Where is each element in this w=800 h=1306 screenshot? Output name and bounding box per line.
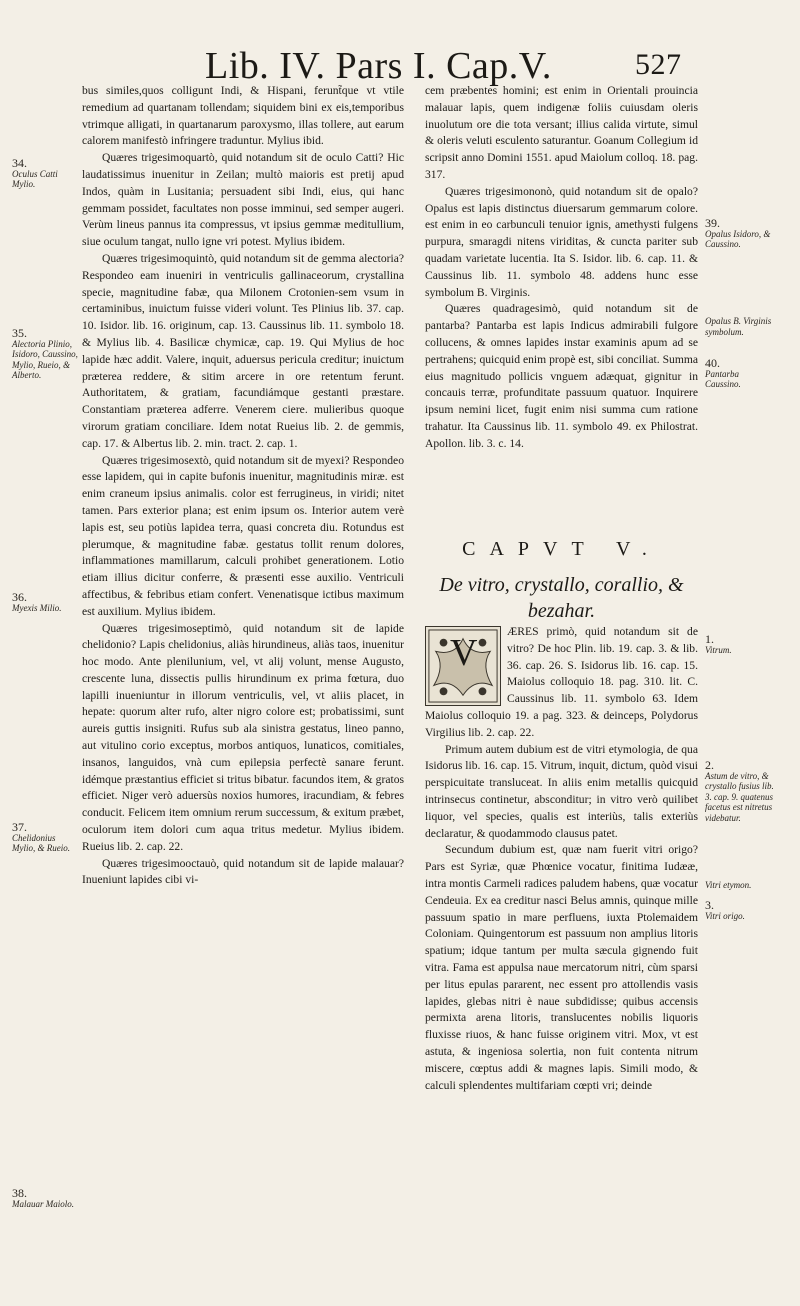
margin-note-number: 40.: [705, 356, 720, 370]
margin-note: [705, 634, 775, 655]
margin-note-text: Opalus B. Virginis symbolum.: [705, 316, 772, 337]
margin-note-text: Vitri etymon.: [705, 880, 752, 890]
left-paragraph: Quæres trigesimoquintò, quid notandum sit de gemma alectoria? Respondeo eam inueniri in ventriculis gallinaceorum, crystallina specie, magnitudine fabæ, qua Milonem Crotonien-sem vsum in certaminibus, inuictum fuisse videri volunt. Tes Plinius lib. 37. cap. 10. Isidor. lib. 16. originum, cap. 13. Caussinus lib. 11. symbolo 18. & Mylius lib. 4. Basilicæ chymicæ, cap. 19. Qui Mylius de hoc lapide hæc addit. Valere, inquit, aduersus pericula creditur; inuictum præterea reddere, & sitim arcere in ore retentum ferunt. Authoritatem, & gratiam, facundiámque gestanti præstare. Constantiam præterea adferre. Venerem ciere. mulieribus quoque virorum gratiam conciliare. Idem notat Rueius lib. 2. de gemmis, cap. 17. & Albertus lib. 2. min. tract. 2. cap. 1.: [82, 251, 404, 450]
margin-note-number: 3.: [705, 898, 714, 912]
margin-note: [12, 328, 78, 381]
page-number: 527: [635, 48, 682, 81]
chapter-label: CAPVT V.: [462, 538, 661, 560]
right-paragraph: Quæres quadragesimò, quid notandum sit de pantarba? Pantarba est lapis Indicus admirabili fulgore collucens, & omnes lapides instar examinis apum ad se pertrahens; quicquid enim propè est, sibi conciliat. Summa eius magnitudo pollicis vnguem adæquat, gignitur in concauis terræ, profunditate passuum quatuor. Inquirere ipsum nemini licet, fugit enim nisi summa cum ratione trahatur. Ita Caussinus lib. 11. symbolo 49. ex Philostrat. Apollon. lib. 3. c. 14.: [425, 302, 698, 450]
running-head: [205, 44, 765, 88]
margin-note-number: 35.: [12, 326, 27, 340]
margin-note-text: Opalus Isidoro, & Caussino.: [705, 228, 771, 249]
margin-note-text: Oculus Catti Mylio.: [12, 168, 58, 189]
margin-note: [12, 822, 78, 854]
right-paragraph: Quæres trigesimononò, quid notandum sit de opalo? Opalus est lapis distinctus diuersarum gemmarum colore. est enim in eo carbunculi tenuior ignis, amethysti fulgens purpura, smaragdi nitens viriditas, & cunctа pariter sub quadam varietate lucentia. Ita S. Isidor. lib. 6. cap. 11. & Caussinus lib. 11. symbolo 48. addens hunc esse symbolum B. Virginis.: [425, 184, 698, 299]
margin-note-text: Alectoria Plinio, Isidoro, Caussino, Mylio, Rueio, & Alberto.: [12, 338, 78, 380]
decorated-initial: [425, 626, 501, 706]
margin-note-number: 38.: [12, 1186, 27, 1200]
chapter-subtitle: De vitro, crystallo, corallio, & bezahar.: [439, 574, 684, 622]
left-paragraph: Quæres trigesimosextò, quid notandum sit de myexi? Respondeo esse lapidem, qui in capite bufonis inuenitur, magnitudinis miræ. est enim craneum ipsius animalis. color est ferrugineus, in viridi; nitet tamen. Pars exterior plana; est enim ipsum os. Interior autem verè lapis est, seu potiùs lapidea terra, quasi concreta diu. Rotundus est plerumque, & magnitudine fabæ. gestatus tollit renum dolores, inflammationes mamillarum, calculi prohibet generationem. Lotio etiam illius dicitur conferre, & præsenti esse auxilio. Ventriculi affectibus, & febribus etiam confert. Venenatisque ictibus maximum est auxilium. Mylius ibidem.: [82, 453, 404, 618]
right-paragraph: ÆRES primò, quid notandum sit de vitro? De hoc Plin. lib. 19. cap. 3. & lib. 36. cap. 26. S. Isidorus lib. 16. cap. 15. Maiolus colloquio 18. pag. 310. lit. C. Caussinus lib. 11. symbolo 63. Idem Maiolus colloquio 19. a pag. 323. & deinceps, Polydorus Virgilius lib. 2. cap. 22.: [425, 625, 698, 739]
margin-note: [705, 900, 775, 921]
right-column-top: [425, 83, 698, 453]
right-paragraph: Primum autem dubium est de vitri etymologia, de qua Isidorus lib. 16. cap. 15. Vitrum, inquit, dictum, quòd visui perspicuitate transluceat. In aliis enim metallis quicquid intrinsecus continetur, absconditur; in vitro verò quilibet liquor, vel species, qualis est interiùs, talis exteriùs declaratur, & quodammodo clausus patet.: [425, 742, 698, 840]
margin-note-text: Malauar Maiolo.: [12, 1198, 74, 1209]
running-head-title: Lib. IV. Pars I. Cap.V.: [205, 45, 552, 87]
right-paragraph: Secundum dubium est, quæ nam fuerit vitri origo? Pars est Syriæ, quæ Phœnice vocatur, finitima Iudææ, intra montis Carmeli radices paludem habens, quæ vocatur Cendeuia. Ex ea creditur nasci Belus amnis, quinque mille passuum spatio in mare perfluens, iuxta Ptolemaidem Coloniam. Quingentorum est passuum non amplius litoris spatium; idque tantum per multa sæcula gignendo fuit vitra. Fama est appulsa naue mercatorum nitri, cùm sparsi per litus epulas pararent, nec essent pro attollendis vasis lapides, glebas nitri è naue subdidisse; quibus accensis permixta arena litoris, translucentes nobilis liquoris fluxisse riuos, & hanc fuisse originem vitri. Mox, vt est astuta, & ingeniosa solertia, non fuit contenta nitrum miscere, cœptus addi & magnes lapis. Simili modo, & calculi splendentes multifariam cœpti vri; deinde: [425, 843, 698, 1092]
margin-note: [12, 592, 78, 613]
margin-note-text: Vitri origo.: [705, 910, 745, 921]
margin-note-number: 37.: [12, 820, 27, 834]
right-paragraph: cem præbentes homini; est enim in Orientali prouincia malauar lapis, quem indigenæ foliis cuiusdam oleris inuolutum ore die tota versant; illius calida virtute, simul & oleris veluti esculento saturantur. Goanum Collegium id scripsit anno Domini 1551. apud Maiolum colloq. 18. pag. 317.: [425, 84, 698, 181]
margin-note: [705, 880, 775, 891]
right-column-bottom: [425, 624, 698, 1094]
margin-note-text: Pantarba Caussino.: [705, 368, 741, 389]
left-paragraph: Quæres trigesimoseptimò, quid notandum sit de lapide chelidonio? Lapis chelidonius, aliàs hirundineus, aliàs taos, inuenitur hoc modo. Ante plenilunium, vel, vt alij volunt, mense Augusto, crescente luna, dissectis pullis hirundinum ex prima fœtura, duo lapilli inueniuntur in illorum ventriculis, vel, vt aliis placet, in hepate: quorum alter rufo, alter nigro colore est; probatissimi, sunt aureis guttis insigniti. Rufus sub ala sinistra gestatus, lineo panno, aut vitulino corio exceptus, morbos antiquos, lunaticos, comitiales, insanos, languidos, vnà cum epilepsia perfectè sanare ferunt. idémque præstantius efficiet si tritus bibatur. facundos item, & gratos efficiet. Niger verò aduersùs noxios humores, iracundiam, & febres conducit. Felicem item omnium rerum successum, & exitum præbet, oculorum item dolori cum aqua tritus medetur. Mylius ibidem. Rueius lib. 2. cap. 22.: [82, 621, 404, 853]
margin-note-text: Vitrum.: [705, 644, 732, 655]
margin-note: [12, 158, 78, 190]
left-paragraph: Quæres trigesimoquartò, quid notandum sit de oculo Catti? Hic laudatissimus inuenitur in Zeilan; multò maioris est pretij apud Indos, quàm in Lusitania; persuadent sibi Indi, eius, qui hanc gemmam possidet, facultates non posse imminui, sed semper augeri. Verùm lineus pannus ita compressus, vt ipsius gemmæ meditullium, siue oculum tangat, nullo igne vri potest. Mylius ibidem.: [82, 151, 404, 249]
margin-note-number: 34.: [12, 156, 27, 170]
margin-note-number: 36.: [12, 590, 27, 604]
margin-note-number: 1.: [705, 632, 714, 646]
margin-note: [705, 218, 775, 250]
left-paragraph: bus similes,quos colligunt Indi, & Hispani, ferunt̃que vt vtile remedium ad quartanam tollendam; siquidem bini ex eis,temporibus vtrimque alligati, in quartanarum paroxysmo, illas tollere, aut earum calorem manifestò infringere traduntur. Mylius ibid.: [82, 84, 404, 148]
margin-note-text: Astum de vitro, & crystallo fusius lib. 3. cap. 9. quatenus facetus est nitretus videbatur.: [705, 770, 774, 823]
margin-note-text: Myexis Milio.: [12, 602, 62, 613]
margin-note: [705, 760, 775, 823]
margin-note: [705, 358, 775, 390]
initial-letter: V: [450, 632, 478, 674]
margin-note-number: 39.: [705, 216, 720, 230]
left-column: [82, 83, 404, 889]
margin-note: [12, 1188, 78, 1209]
margin-note: [705, 316, 775, 337]
margin-note-text: Chelidonius Mylio, & Rueio.: [12, 832, 70, 853]
margin-note-number: 2.: [705, 758, 714, 772]
left-paragraph: Quæres trigesimooctauò, quid notandum sit de lapide malauar? Inueniunt lapides cibi vi-: [82, 856, 404, 887]
